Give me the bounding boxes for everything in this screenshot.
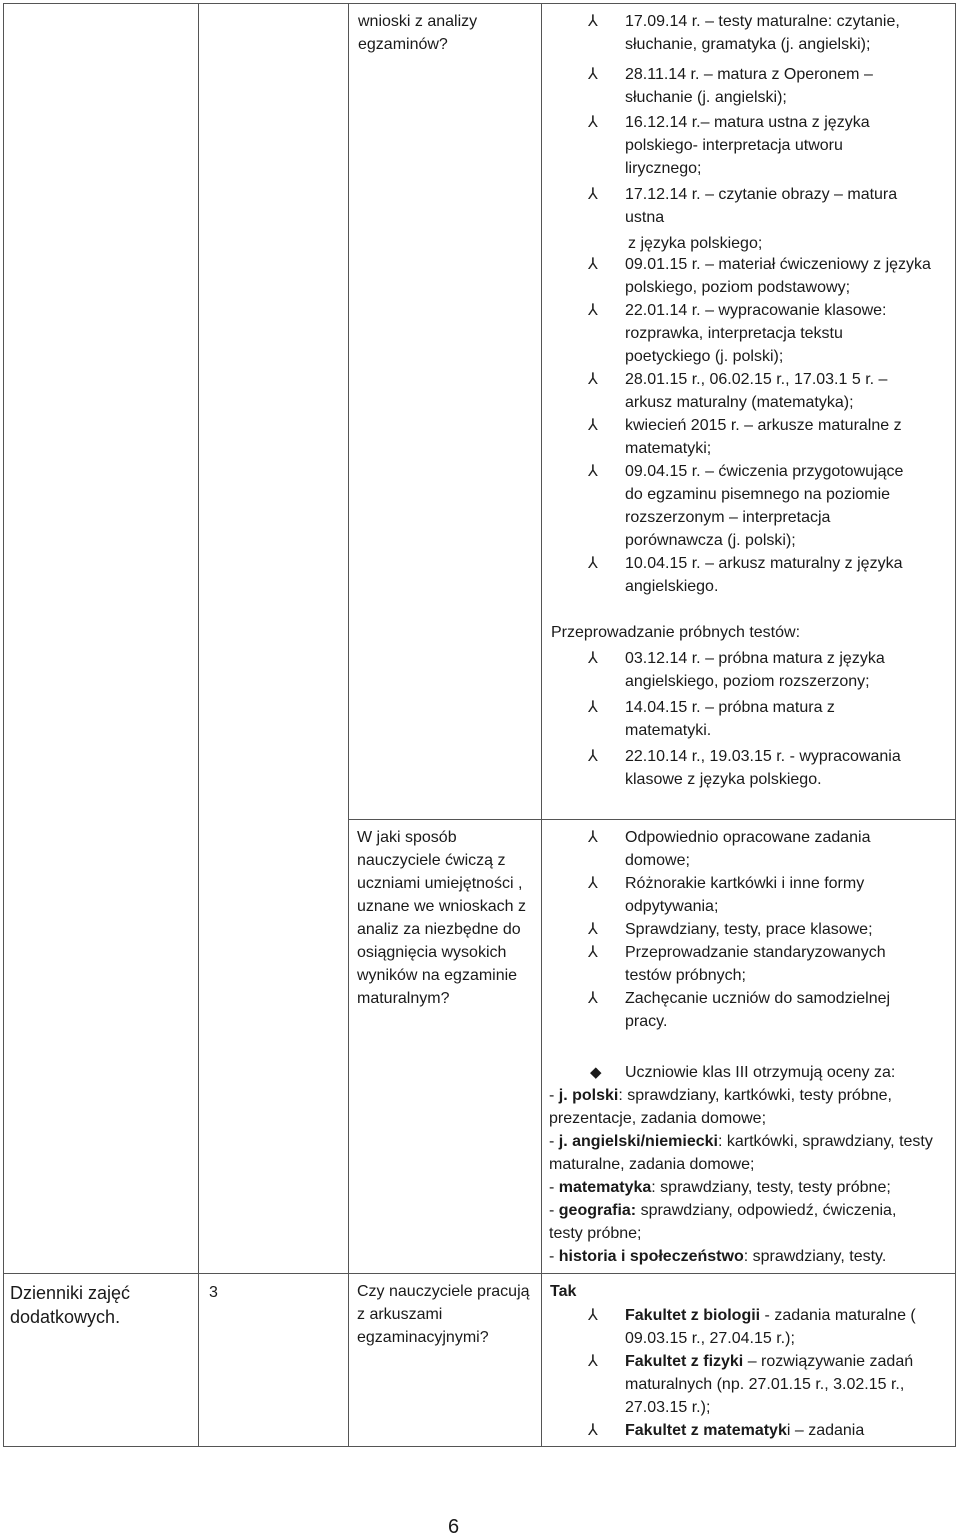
- item-bold: Fakultet z fizyki: [625, 1353, 744, 1370]
- row-divider-2: [3, 1273, 956, 1274]
- table-border-left: [3, 3, 4, 1447]
- arrowhead-bullet-icon: ⅄: [588, 1353, 598, 1370]
- row1-item: 09.01.15 r. – materiał ćwiczeniowy z języka polskiego, poziom podstawowy;: [625, 256, 931, 296]
- arrowhead-bullet-icon: ⅄: [588, 13, 598, 30]
- row2-question: W jaki sposób nauczyciele ćwiczą z uczniami umiejętności , uznane we wnioskach z analiz za niezbędne do osiągnięcia wysokich wyników na egzaminie maturalnym?: [357, 829, 526, 1007]
- arrowhead-bullet-icon: ⅄: [588, 186, 598, 203]
- row1-item-cont: z języka polskiego;: [628, 235, 763, 252]
- grade-line: - j. polski: sprawdziany, kartkówki, testy próbne, prezentacje, zadania domowe;: [549, 1087, 892, 1127]
- grade-subject: j. polski: [558, 1087, 619, 1104]
- arrowhead-bullet-icon: ⅄: [588, 650, 598, 667]
- arrowhead-bullet-icon: ⅄: [588, 1422, 598, 1439]
- row-divider-1: [348, 819, 956, 820]
- row1-item: 10.04.15 r. – arkusz maturalny z języka angielskiego.: [625, 555, 903, 595]
- arrowhead-bullet-icon: ⅄: [588, 829, 598, 846]
- row1-item: 17.12.14 r. – czytanie obrazy – matura ustna: [625, 186, 898, 226]
- item-text: - zadania maturalne ( 09.03.15 r., 27.04.15 r.);: [625, 1307, 916, 1347]
- table-divider-1: [198, 3, 199, 1447]
- row3-item: [625, 1350, 940, 1419]
- grade-text: : sprawdziany, testy.: [743, 1248, 887, 1265]
- row3-item: [625, 1419, 940, 1442]
- arrowhead-bullet-icon: ⅄: [588, 875, 598, 892]
- row1-item: 28.01.15 r., 06.02.15 r., 17.03.1 5 r. – arkusz maturalny (matematyka);: [625, 371, 888, 411]
- item-text: – rozwiązywanie zadań maturalnych (np. 27.01.15 r., 3.02.15 r., 27.03.15 r.);: [625, 1353, 914, 1416]
- table-border-top: [3, 3, 956, 4]
- arrowhead-bullet-icon: ⅄: [588, 555, 598, 572]
- row1-item: 17.09.14 r. – testy maturalne: czytanie, słuchanie, gramatyka (j. angielski);: [625, 13, 900, 53]
- grades-list: [549, 1084, 934, 1268]
- grade-subject: matematyka: [558, 1179, 652, 1196]
- table-border-right: [955, 3, 956, 1447]
- arrowhead-bullet-icon: ⅄: [588, 944, 598, 961]
- row3-item: [625, 1304, 940, 1350]
- row1-item: 28.11.14 r. – matura z Operonem – słuchanie (j. angielski);: [625, 66, 873, 106]
- arrowhead-bullet-icon: ⅄: [588, 1307, 598, 1324]
- grade-text: : sprawdziany, testy, testy próbne;: [651, 1179, 891, 1196]
- arrowhead-bullet-icon: ⅄: [588, 699, 598, 716]
- trial-item: 22.10.14 r., 19.03.15 r. - wypracowania klasowe z języka polskiego.: [625, 748, 901, 788]
- grade-text: : kartkówki, sprawdziany, testy maturalne, zadania domowe;: [549, 1133, 933, 1173]
- row2-item: Sprawdziany, testy, prace klasowe;: [625, 921, 873, 938]
- arrowhead-bullet-icon: ⅄: [588, 114, 598, 131]
- table-border-bottom: [3, 1446, 956, 1447]
- table-divider-2: [348, 3, 349, 1447]
- grade-subject: j. angielski/niemiecki: [558, 1133, 718, 1150]
- grade-text: : sprawdziany, kartkówki, testy próbne, prezentacje, zadania domowe;: [549, 1087, 892, 1127]
- grade-line: - geografia: sprawdziany, odpowiedź, ćwiczenia, testy próbne;: [549, 1202, 897, 1242]
- section-label: Dzienniki zajęć dodatkowych.: [10, 1283, 131, 1327]
- grade-subject: geografia:: [558, 1202, 637, 1219]
- row2-item: Przeprowadzanie standaryzowanych testów próbnych;: [625, 944, 886, 984]
- arrowhead-bullet-icon: ⅄: [588, 417, 598, 434]
- item-text: i – zadania: [786, 1422, 865, 1439]
- row1-item: 22.01.14 r. – wypracowanie klasowe: rozprawka, interpretacja tekstu poetyckiego (j. polski);: [625, 302, 887, 365]
- arrowhead-bullet-icon: ⅄: [588, 371, 598, 388]
- arrowhead-bullet-icon: ⅄: [588, 921, 598, 938]
- row3-answer: Tak: [550, 1283, 577, 1300]
- arrowhead-bullet-icon: ⅄: [588, 256, 598, 273]
- grades-intro: Uczniowie klas III otrzymują oceny za:: [625, 1064, 896, 1081]
- arrowhead-bullet-icon: ⅄: [588, 990, 598, 1007]
- grade-subject: historia i społeczeństwo: [558, 1248, 744, 1265]
- arrowhead-bullet-icon: ⅄: [588, 748, 598, 765]
- diamond-bullet-icon: ◆: [590, 1064, 602, 1081]
- item-bold: Fakultet z biologii: [625, 1307, 761, 1324]
- row1-item: kwiecień 2015 r. – arkusze maturalne z matematyki;: [625, 417, 902, 457]
- row2-item: Różnorakie kartkówki i inne formy odpytywania;: [625, 875, 865, 915]
- row1-item: 09.04.15 r. – ćwiczenia przygotowujące do egzaminu pisemnego na poziomie rozszerzonym – interpretacja porównawcza (j. polski);: [625, 463, 904, 549]
- row2-item: Zachęcanie uczniów do samodzielnej pracy.: [625, 990, 891, 1030]
- grade-line: - matematyka: sprawdziany, testy, testy próbne;: [549, 1179, 891, 1196]
- grade-text: sprawdziany, odpowiedź, ćwiczenia, testy próbne;: [549, 1202, 897, 1242]
- row1-question: wnioski z analizy egzaminów?: [358, 13, 478, 53]
- table-divider-3: [541, 3, 542, 1447]
- grade-line: - historia i społeczeństwo: sprawdziany, testy.: [549, 1248, 887, 1265]
- arrowhead-bullet-icon: ⅄: [588, 302, 598, 319]
- page-number: 6: [448, 1516, 460, 1538]
- arrowhead-bullet-icon: ⅄: [588, 66, 598, 83]
- trial-item: 14.04.15 r. – próbna matura z matematyki.: [625, 699, 835, 739]
- trial-heading: Przeprowadzanie próbnych testów:: [551, 624, 801, 641]
- row2-item: Odpowiednio opracowane zadania domowe;: [625, 829, 871, 869]
- arrowhead-bullet-icon: ⅄: [588, 463, 598, 480]
- row3-question: Czy nauczyciele pracują z arkuszami egzaminacyjnymi?: [357, 1283, 530, 1346]
- row1-item: 16.12.14 r.– matura ustna z języka polskiego- interpretacja utworu lirycznego;: [625, 114, 870, 177]
- trial-item: 03.12.14 r. – próbna matura z języka angielskiego, poziom rozszerzony;: [625, 650, 885, 690]
- item-bold: Fakultet z matematyk: [625, 1422, 787, 1439]
- grade-line: - j. angielski/niemiecki: kartkówki, sprawdziany, testy maturalne, zadania domowe;: [549, 1133, 933, 1173]
- row-number: 3: [209, 1284, 218, 1301]
